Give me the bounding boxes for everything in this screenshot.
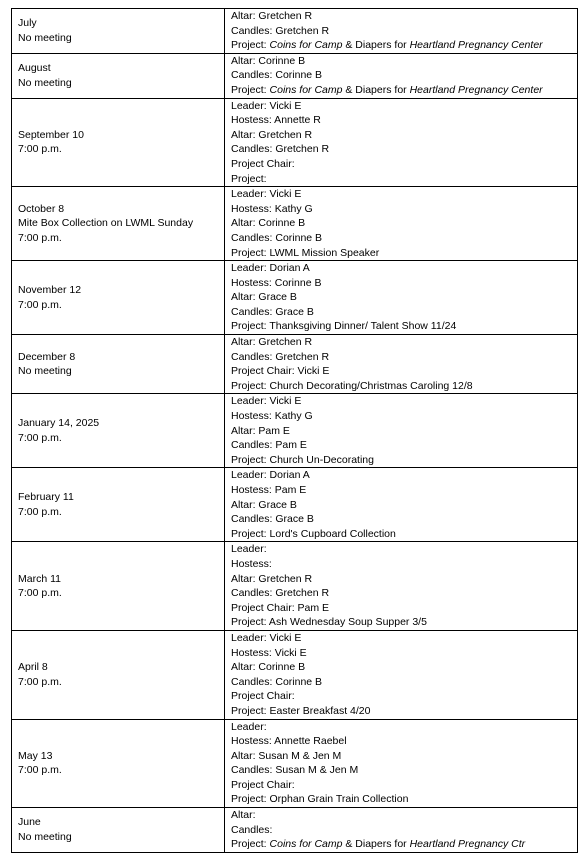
assignment-line bbox=[231, 54, 571, 69]
assignment-line bbox=[231, 749, 571, 764]
assignment-text: Project Chair: bbox=[231, 690, 295, 703]
assignment-line bbox=[231, 483, 571, 498]
meeting-date: March 11 bbox=[18, 572, 61, 585]
assignment-text: Hostess: bbox=[231, 557, 272, 570]
assignment-text: Heartland Pregnancy Center bbox=[409, 39, 543, 52]
assignment-text: Leader: bbox=[231, 720, 267, 733]
assignment-line bbox=[231, 350, 571, 365]
assignment-line bbox=[231, 379, 571, 394]
assignment-text: Altar: bbox=[231, 809, 256, 822]
assignment-line bbox=[231, 335, 571, 350]
assignment-text: Candles: Corinne B bbox=[231, 231, 323, 244]
assignment-text: Hostess: Annette R bbox=[231, 114, 321, 127]
assignment-text: Altar: Corinne B bbox=[231, 217, 306, 230]
assignment-text: Altar: Susan M & Jen M bbox=[231, 749, 342, 762]
assignment-line bbox=[231, 557, 571, 572]
meeting-date-cell bbox=[12, 468, 225, 542]
meeting-details-cell bbox=[225, 9, 578, 54]
meeting-note: 7:00 p.m. bbox=[18, 587, 62, 600]
assignment-line bbox=[231, 646, 571, 661]
assignment-line bbox=[231, 720, 571, 735]
meeting-date: July bbox=[18, 17, 37, 30]
assignment-line bbox=[231, 453, 571, 468]
assignment-line bbox=[231, 261, 571, 276]
meeting-date-cell bbox=[12, 542, 225, 631]
assignment-line bbox=[231, 83, 571, 98]
meeting-details-cell bbox=[225, 261, 578, 335]
assignment-text: Candles: Gretchen R bbox=[231, 587, 330, 600]
schedule-row bbox=[12, 53, 578, 98]
assignment-text: Leader: bbox=[231, 543, 267, 556]
meeting-note: No meeting bbox=[18, 76, 72, 89]
meeting-note: 7:00 p.m. bbox=[18, 675, 62, 688]
assignment-text: Coins for Camp bbox=[269, 39, 343, 52]
assignment-text: Candles: bbox=[231, 823, 273, 836]
assignment-text: Project: Church Decorating/Christmas Caroling 12/8 bbox=[231, 379, 473, 392]
assignment-text: Leader: Dorian A bbox=[231, 469, 310, 482]
assignment-text: Hostess: Pam E bbox=[231, 484, 307, 496]
assignment-text: Leader: Vicki E bbox=[231, 99, 302, 112]
meeting-date: November 12 bbox=[18, 283, 82, 296]
assignment-text: & Diapers for bbox=[342, 83, 410, 96]
assignment-line bbox=[231, 246, 571, 261]
assignment-line bbox=[231, 778, 571, 793]
assignment-line bbox=[231, 202, 571, 217]
assignment-line bbox=[231, 498, 571, 513]
assignment-line bbox=[231, 763, 571, 778]
assignment-text: Altar: Corinne B bbox=[231, 54, 306, 67]
assignment-text: Project: bbox=[231, 39, 270, 52]
assignment-line bbox=[231, 128, 571, 143]
assignment-text: Hostess: Kathy G bbox=[231, 202, 313, 215]
assignment-text: Altar: Corinne B bbox=[231, 661, 306, 674]
assignment-line bbox=[231, 704, 571, 719]
meeting-note: 7:00 p.m. bbox=[18, 764, 62, 777]
assignment-text: Altar: Gretchen R bbox=[231, 572, 313, 585]
assignment-text: Project Chair: Vicki E bbox=[231, 365, 330, 378]
assignment-text: Project Chair: bbox=[231, 157, 295, 170]
assignment-line bbox=[231, 68, 571, 83]
assignment-line bbox=[231, 409, 571, 424]
meeting-date-cell bbox=[12, 335, 225, 394]
assignment-text: Leader: Vicki E bbox=[231, 395, 302, 408]
assignment-text: Project: Church Un-Decorating bbox=[231, 453, 374, 466]
assignment-text: Candles: Corinne B bbox=[231, 675, 323, 688]
assignment-line bbox=[231, 38, 571, 53]
meeting-date-cell bbox=[12, 53, 225, 98]
assignment-line bbox=[231, 631, 571, 646]
assignment-line bbox=[231, 187, 571, 202]
meeting-date: May 13 bbox=[18, 749, 53, 762]
assignment-line bbox=[231, 305, 571, 320]
meeting-date-cell bbox=[12, 187, 225, 261]
schedule-row bbox=[12, 261, 578, 335]
assignment-text: Candles: Gretchen R bbox=[231, 350, 330, 363]
meeting-date-cell bbox=[12, 261, 225, 335]
assignment-text: Altar: Gretchen R bbox=[231, 10, 313, 22]
assignment-text: Coins for Camp bbox=[269, 83, 343, 96]
meeting-date-cell bbox=[12, 630, 225, 719]
schedule-row bbox=[12, 9, 578, 54]
assignment-line bbox=[231, 113, 571, 128]
meeting-note: No meeting bbox=[18, 31, 72, 44]
assignment-line bbox=[231, 689, 571, 704]
assignment-line bbox=[231, 319, 571, 334]
assignment-text: Project: Lord's Cupboard Collection bbox=[231, 527, 396, 540]
assignment-text: Heartland Pregnancy Center bbox=[409, 83, 543, 96]
assignment-text: & Diapers for bbox=[342, 39, 410, 52]
assignment-text: & Diapers for bbox=[342, 838, 410, 851]
meeting-details-cell bbox=[225, 53, 578, 98]
schedule-row bbox=[12, 719, 578, 808]
assignment-text: Candles: Susan M & Jen M bbox=[231, 764, 359, 777]
meeting-note: Mite Box Collection on LWML Sunday bbox=[18, 217, 194, 230]
assignment-line bbox=[231, 424, 571, 439]
assignment-line bbox=[231, 394, 571, 409]
assignment-text: Hostess: Corinne B bbox=[231, 276, 322, 289]
assignment-line bbox=[231, 527, 571, 542]
assignment-line bbox=[231, 99, 571, 114]
schedule-row bbox=[12, 98, 578, 187]
assignment-text: Candles: Grace B bbox=[231, 305, 314, 318]
assignment-line bbox=[231, 542, 571, 557]
assignment-text: Leader: Vicki E bbox=[231, 631, 302, 644]
assignment-line bbox=[231, 512, 571, 527]
assignment-line bbox=[231, 823, 571, 838]
assignment-line bbox=[231, 660, 571, 675]
assignment-text: Hostess: Vicki E bbox=[231, 646, 307, 659]
assignment-line bbox=[231, 734, 571, 749]
schedule-row bbox=[12, 542, 578, 631]
assignment-text: Project: bbox=[231, 83, 270, 96]
meeting-date: December 8 bbox=[18, 350, 76, 363]
meeting-date-cell bbox=[12, 98, 225, 187]
assignment-line bbox=[231, 615, 571, 630]
assignment-line bbox=[231, 572, 571, 587]
assignment-line bbox=[231, 9, 571, 24]
assignment-text: Project Chair: Pam E bbox=[231, 601, 330, 614]
assignment-line bbox=[231, 172, 571, 187]
meeting-note: 7:00 p.m. bbox=[18, 505, 62, 518]
assignment-text: Project: bbox=[231, 838, 270, 851]
schedule-row bbox=[12, 394, 578, 468]
assignment-line bbox=[231, 586, 571, 601]
assignment-text: Hostess: Annette Raebel bbox=[231, 735, 347, 748]
assignment-text: Candles: Gretchen R bbox=[231, 143, 330, 156]
assignment-line bbox=[231, 792, 571, 807]
assignment-line bbox=[231, 231, 571, 246]
assignment-text: Coins for Camp bbox=[269, 838, 343, 851]
assignment-text: Leader: Dorian A bbox=[231, 262, 310, 275]
assignment-line bbox=[231, 675, 571, 690]
assignment-text: Project: Orphan Grain Train Collection bbox=[231, 793, 409, 806]
schedule-row bbox=[12, 187, 578, 261]
schedule-row bbox=[12, 808, 578, 853]
assignment-text: Project: bbox=[231, 172, 267, 185]
assignment-text: Candles: Pam E bbox=[231, 439, 307, 452]
assignment-text: Altar: Grace B bbox=[231, 498, 297, 511]
assignment-line bbox=[231, 157, 571, 172]
schedule-row bbox=[12, 335, 578, 394]
meeting-note: No meeting bbox=[18, 365, 72, 378]
schedule-table bbox=[11, 8, 578, 853]
schedule-row bbox=[12, 468, 578, 542]
assignment-text: Altar: Pam E bbox=[231, 424, 290, 437]
meeting-details-cell bbox=[225, 630, 578, 719]
assignment-line bbox=[231, 24, 571, 39]
assignment-text: Altar: Gretchen R bbox=[231, 128, 313, 141]
assignment-line bbox=[231, 837, 571, 852]
assignment-text: Altar: Gretchen R bbox=[231, 336, 313, 349]
assignment-line bbox=[231, 808, 571, 823]
assignment-text: Project: Thanksgiving Dinner/ Talent Show 11/24 bbox=[231, 320, 457, 333]
meeting-note: 7:00 p.m. bbox=[18, 143, 62, 156]
assignment-text: Heartland Pregnancy Ctr bbox=[409, 838, 526, 851]
assignment-text: Project: Ash Wednesday Soup Supper 3/5 bbox=[231, 616, 427, 629]
assignment-line bbox=[231, 601, 571, 616]
meeting-note: 7:00 p.m. bbox=[18, 431, 62, 444]
meeting-date: September 10 bbox=[18, 128, 84, 141]
meeting-date: October 8 bbox=[18, 202, 65, 215]
meeting-details-cell bbox=[225, 808, 578, 853]
assignment-text: Hostess: Kathy G bbox=[231, 410, 313, 423]
assignment-line bbox=[231, 142, 571, 157]
meeting-date: January 14, 2025 bbox=[18, 417, 100, 430]
assignment-line bbox=[231, 216, 571, 231]
assignment-line bbox=[231, 364, 571, 379]
meeting-details-cell bbox=[225, 187, 578, 261]
assignment-line bbox=[231, 276, 571, 291]
assignment-text: Project Chair: bbox=[231, 778, 295, 791]
assignment-text: Leader: Vicki E bbox=[231, 188, 302, 201]
meeting-date: August bbox=[18, 62, 51, 75]
meeting-date-cell bbox=[12, 719, 225, 808]
meeting-details-cell bbox=[225, 719, 578, 808]
meeting-note: 7:00 p.m. bbox=[18, 231, 62, 244]
assignment-text: Candles: Grace B bbox=[231, 513, 314, 526]
assignment-line bbox=[231, 438, 571, 453]
meeting-note: 7:00 p.m. bbox=[18, 298, 62, 311]
meeting-details-cell bbox=[225, 98, 578, 187]
meeting-date: April 8 bbox=[18, 661, 48, 674]
schedule-row bbox=[12, 630, 578, 719]
meeting-details-cell bbox=[225, 468, 578, 542]
assignment-text: Altar: Grace B bbox=[231, 291, 297, 304]
assignment-line bbox=[231, 468, 571, 483]
schedule-body bbox=[12, 9, 578, 853]
meeting-date-cell bbox=[12, 9, 225, 54]
assignment-text: Project: Easter Breakfast 4/20 bbox=[231, 704, 371, 717]
assignment-text: Candles: Corinne B bbox=[231, 69, 323, 82]
meeting-note: No meeting bbox=[18, 830, 72, 843]
meeting-details-cell bbox=[225, 394, 578, 468]
assignment-text: Project: LWML Mission Speaker bbox=[231, 246, 380, 259]
meeting-details-cell bbox=[225, 542, 578, 631]
meeting-date-cell bbox=[12, 394, 225, 468]
meeting-date: February 11 bbox=[18, 491, 74, 504]
assignment-text: Candles: Gretchen R bbox=[231, 24, 330, 37]
assignment-line bbox=[231, 290, 571, 305]
meeting-date: June bbox=[18, 816, 41, 829]
meeting-date-cell bbox=[12, 808, 225, 853]
meeting-details-cell bbox=[225, 335, 578, 394]
